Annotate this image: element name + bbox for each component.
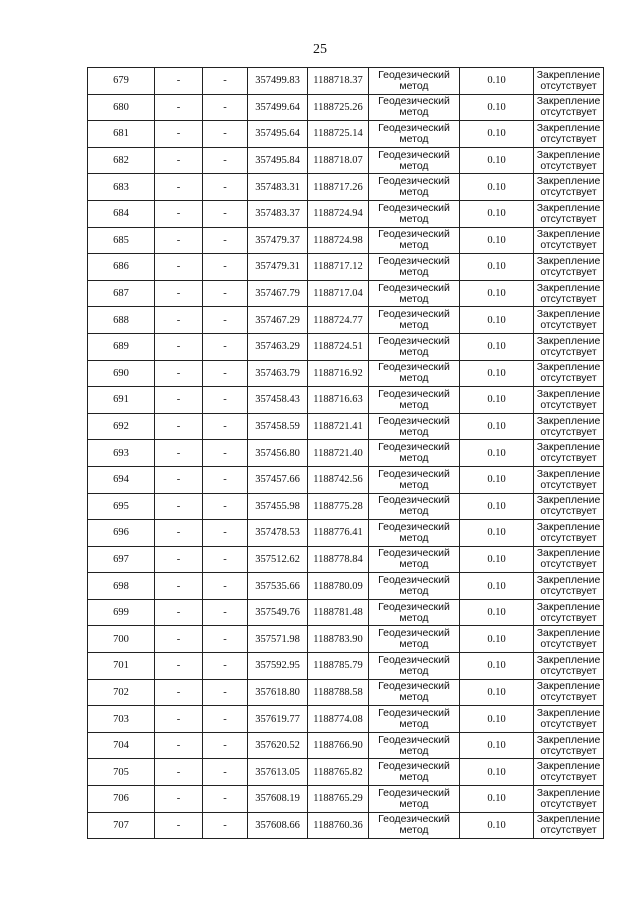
table-row — [88, 413, 604, 440]
old-x-cell: - — [155, 786, 203, 813]
old-y-cell: - — [203, 653, 248, 680]
old-y-cell: - — [203, 440, 248, 467]
y-coordinate-cell: 1188742.56 — [308, 466, 369, 493]
precision-cell: 0.10 — [460, 174, 534, 201]
old-x-cell: - — [155, 653, 203, 680]
old-x-cell: - — [155, 440, 203, 467]
x-coordinate-cell: 357458.43 — [248, 387, 308, 414]
point-number-cell: 679 — [88, 68, 155, 95]
old-y-cell: - — [203, 254, 248, 281]
precision-cell: 0.10 — [460, 387, 534, 414]
precision-cell: 0.10 — [460, 812, 534, 839]
method-cell: Геодезический метод — [369, 440, 460, 467]
method-cell: Геодезический метод — [369, 653, 460, 680]
method-cell: Геодезический метод — [369, 94, 460, 121]
fixing-description-cell: Закрепление отсутствует — [534, 360, 604, 387]
old-x-cell: - — [155, 94, 203, 121]
precision-cell: 0.10 — [460, 599, 534, 626]
point-number-cell: 695 — [88, 493, 155, 520]
precision-cell: 0.10 — [460, 786, 534, 813]
y-coordinate-cell: 1188766.90 — [308, 732, 369, 759]
table-row — [88, 626, 604, 653]
y-coordinate-cell: 1188716.92 — [308, 360, 369, 387]
x-coordinate-cell: 357549.76 — [248, 599, 308, 626]
old-x-cell: - — [155, 466, 203, 493]
y-coordinate-cell: 1188724.94 — [308, 200, 369, 227]
x-coordinate-cell: 357618.80 — [248, 679, 308, 706]
old-x-cell: - — [155, 732, 203, 759]
old-y-cell: - — [203, 732, 248, 759]
precision-cell: 0.10 — [460, 254, 534, 281]
old-y-cell: - — [203, 147, 248, 174]
table-row — [88, 520, 604, 547]
old-x-cell: - — [155, 387, 203, 414]
method-cell: Геодезический метод — [369, 626, 460, 653]
precision-cell: 0.10 — [460, 759, 534, 786]
method-cell: Геодезический метод — [369, 121, 460, 148]
point-number-cell: 707 — [88, 812, 155, 839]
old-x-cell: - — [155, 573, 203, 600]
point-number-cell: 693 — [88, 440, 155, 467]
old-y-cell: - — [203, 307, 248, 334]
y-coordinate-cell: 1188724.77 — [308, 307, 369, 334]
old-y-cell: - — [203, 200, 248, 227]
y-coordinate-cell: 1188781.48 — [308, 599, 369, 626]
method-cell: Геодезический метод — [369, 732, 460, 759]
old-x-cell: - — [155, 812, 203, 839]
y-coordinate-cell: 1188788.58 — [308, 679, 369, 706]
old-y-cell: - — [203, 333, 248, 360]
x-coordinate-cell: 357495.64 — [248, 121, 308, 148]
x-coordinate-cell: 357592.95 — [248, 653, 308, 680]
old-y-cell: - — [203, 679, 248, 706]
old-x-cell: - — [155, 280, 203, 307]
old-y-cell: - — [203, 387, 248, 414]
table-row — [88, 121, 604, 148]
method-cell: Геодезический метод — [369, 147, 460, 174]
x-coordinate-cell: 357495.84 — [248, 147, 308, 174]
y-coordinate-cell: 1188725.14 — [308, 121, 369, 148]
table-row — [88, 440, 604, 467]
method-cell: Геодезический метод — [369, 254, 460, 281]
method-cell: Геодезический метод — [369, 333, 460, 360]
point-number-cell: 682 — [88, 147, 155, 174]
point-number-cell: 686 — [88, 254, 155, 281]
old-x-cell: - — [155, 227, 203, 254]
old-x-cell: - — [155, 360, 203, 387]
x-coordinate-cell: 357535.66 — [248, 573, 308, 600]
table-row — [88, 174, 604, 201]
table-row — [88, 759, 604, 786]
fixing-description-cell: Закрепление отсутствует — [534, 387, 604, 414]
y-coordinate-cell: 1188783.90 — [308, 626, 369, 653]
table-row — [88, 546, 604, 573]
fixing-description-cell: Закрепление отсутствует — [534, 759, 604, 786]
point-number-cell: 701 — [88, 653, 155, 680]
precision-cell: 0.10 — [460, 466, 534, 493]
x-coordinate-cell: 357619.77 — [248, 706, 308, 733]
fixing-description-cell: Закрепление отсутствует — [534, 653, 604, 680]
old-x-cell: - — [155, 599, 203, 626]
point-number-cell: 690 — [88, 360, 155, 387]
table-row — [88, 679, 604, 706]
old-y-cell: - — [203, 812, 248, 839]
point-number-cell: 698 — [88, 573, 155, 600]
x-coordinate-cell: 357479.37 — [248, 227, 308, 254]
precision-cell: 0.10 — [460, 732, 534, 759]
fixing-description-cell: Закрепление отсутствует — [534, 679, 604, 706]
x-coordinate-cell: 357456.80 — [248, 440, 308, 467]
fixing-description-cell: Закрепление отсутствует — [534, 732, 604, 759]
table-row — [88, 653, 604, 680]
old-x-cell: - — [155, 174, 203, 201]
precision-cell: 0.10 — [460, 546, 534, 573]
x-coordinate-cell: 357478.53 — [248, 520, 308, 547]
fixing-description-cell: Закрепление отсутствует — [534, 812, 604, 839]
method-cell: Геодезический метод — [369, 679, 460, 706]
precision-cell: 0.10 — [460, 493, 534, 520]
old-x-cell: - — [155, 254, 203, 281]
table-row — [88, 360, 604, 387]
point-number-cell: 704 — [88, 732, 155, 759]
y-coordinate-cell: 1188776.41 — [308, 520, 369, 547]
x-coordinate-cell: 357571.98 — [248, 626, 308, 653]
fixing-description-cell: Закрепление отсутствует — [534, 466, 604, 493]
table-row — [88, 307, 604, 334]
x-coordinate-cell: 357483.37 — [248, 200, 308, 227]
point-number-cell: 705 — [88, 759, 155, 786]
fixing-description-cell: Закрепление отсутствует — [534, 706, 604, 733]
old-x-cell: - — [155, 121, 203, 148]
page-number: 25 — [313, 42, 327, 57]
old-y-cell: - — [203, 68, 248, 95]
fixing-description-cell: Закрепление отсутствует — [534, 280, 604, 307]
precision-cell: 0.10 — [460, 360, 534, 387]
precision-cell: 0.10 — [460, 94, 534, 121]
table-row — [88, 573, 604, 600]
precision-cell: 0.10 — [460, 706, 534, 733]
table-row — [88, 68, 604, 95]
table-row — [88, 200, 604, 227]
table-row — [88, 227, 604, 254]
y-coordinate-cell: 1188721.41 — [308, 413, 369, 440]
old-y-cell: - — [203, 493, 248, 520]
table-row — [88, 786, 604, 813]
x-coordinate-cell: 357467.29 — [248, 307, 308, 334]
method-cell: Геодезический метод — [369, 759, 460, 786]
y-coordinate-cell: 1188717.04 — [308, 280, 369, 307]
y-coordinate-cell: 1188716.63 — [308, 387, 369, 414]
fixing-description-cell: Закрепление отсутствует — [534, 493, 604, 520]
x-coordinate-cell: 357463.29 — [248, 333, 308, 360]
x-coordinate-cell: 357458.59 — [248, 413, 308, 440]
old-x-cell: - — [155, 413, 203, 440]
old-y-cell: - — [203, 413, 248, 440]
precision-cell: 0.10 — [460, 227, 534, 254]
y-coordinate-cell: 1188778.84 — [308, 546, 369, 573]
coordinates-table — [87, 67, 604, 839]
old-x-cell: - — [155, 679, 203, 706]
precision-cell: 0.10 — [460, 280, 534, 307]
table-row — [88, 94, 604, 121]
old-y-cell: - — [203, 599, 248, 626]
y-coordinate-cell: 1188717.12 — [308, 254, 369, 281]
old-x-cell: - — [155, 68, 203, 95]
method-cell: Геодезический метод — [369, 599, 460, 626]
table-row — [88, 147, 604, 174]
old-y-cell: - — [203, 360, 248, 387]
old-y-cell: - — [203, 520, 248, 547]
x-coordinate-cell: 357608.19 — [248, 786, 308, 813]
point-number-cell: 700 — [88, 626, 155, 653]
y-coordinate-cell: 1188785.79 — [308, 653, 369, 680]
old-y-cell: - — [203, 759, 248, 786]
method-cell: Геодезический метод — [369, 466, 460, 493]
point-number-cell: 685 — [88, 227, 155, 254]
method-cell: Геодезический метод — [369, 307, 460, 334]
table-row — [88, 706, 604, 733]
old-y-cell: - — [203, 174, 248, 201]
old-x-cell: - — [155, 307, 203, 334]
y-coordinate-cell: 1188765.82 — [308, 759, 369, 786]
precision-cell: 0.10 — [460, 653, 534, 680]
precision-cell: 0.10 — [460, 147, 534, 174]
fixing-description-cell: Закрепление отсутствует — [534, 94, 604, 121]
old-x-cell: - — [155, 626, 203, 653]
point-number-cell: 680 — [88, 94, 155, 121]
fixing-description-cell: Закрепление отсутствует — [534, 174, 604, 201]
old-y-cell: - — [203, 280, 248, 307]
fixing-description-cell: Закрепление отсутствует — [534, 546, 604, 573]
table-row — [88, 812, 604, 839]
x-coordinate-cell: 357512.62 — [248, 546, 308, 573]
old-x-cell: - — [155, 333, 203, 360]
old-x-cell: - — [155, 200, 203, 227]
table-row — [88, 732, 604, 759]
fixing-description-cell: Закрепление отсутствует — [534, 68, 604, 95]
method-cell: Геодезический метод — [369, 280, 460, 307]
y-coordinate-cell: 1188721.40 — [308, 440, 369, 467]
old-y-cell: - — [203, 546, 248, 573]
y-coordinate-cell: 1188774.08 — [308, 706, 369, 733]
point-number-cell: 691 — [88, 387, 155, 414]
method-cell: Геодезический метод — [369, 493, 460, 520]
old-y-cell: - — [203, 466, 248, 493]
x-coordinate-cell: 357467.79 — [248, 280, 308, 307]
method-cell: Геодезический метод — [369, 227, 460, 254]
method-cell: Геодезический метод — [369, 812, 460, 839]
fixing-description-cell: Закрепление отсутствует — [534, 440, 604, 467]
old-y-cell: - — [203, 626, 248, 653]
method-cell: Геодезический метод — [369, 68, 460, 95]
precision-cell: 0.10 — [460, 68, 534, 95]
method-cell: Геодезический метод — [369, 387, 460, 414]
point-number-cell: 689 — [88, 333, 155, 360]
method-cell: Геодезический метод — [369, 573, 460, 600]
point-number-cell: 681 — [88, 121, 155, 148]
y-coordinate-cell: 1188724.51 — [308, 333, 369, 360]
table-row — [88, 466, 604, 493]
method-cell: Геодезический метод — [369, 546, 460, 573]
fixing-description-cell: Закрепление отсутствует — [534, 307, 604, 334]
precision-cell: 0.10 — [460, 520, 534, 547]
point-number-cell: 694 — [88, 466, 155, 493]
old-y-cell: - — [203, 786, 248, 813]
point-number-cell: 696 — [88, 520, 155, 547]
table-row — [88, 493, 604, 520]
point-number-cell: 699 — [88, 599, 155, 626]
fixing-description-cell: Закрепление отсутствует — [534, 227, 604, 254]
table-row — [88, 599, 604, 626]
fixing-description-cell: Закрепление отсутствует — [534, 147, 604, 174]
fixing-description-cell: Закрепление отсутствует — [534, 626, 604, 653]
fixing-description-cell: Закрепление отсутствует — [534, 599, 604, 626]
old-y-cell: - — [203, 94, 248, 121]
fixing-description-cell: Закрепление отсутствует — [534, 200, 604, 227]
fixing-description-cell: Закрепление отсутствует — [534, 413, 604, 440]
x-coordinate-cell: 357620.52 — [248, 732, 308, 759]
x-coordinate-cell: 357499.64 — [248, 94, 308, 121]
table-row — [88, 333, 604, 360]
table-row — [88, 254, 604, 281]
fixing-description-cell: Закрепление отсутствует — [534, 786, 604, 813]
fixing-description-cell: Закрепление отсутствует — [534, 520, 604, 547]
point-number-cell: 688 — [88, 307, 155, 334]
method-cell: Геодезический метод — [369, 520, 460, 547]
x-coordinate-cell: 357613.05 — [248, 759, 308, 786]
fixing-description-cell: Закрепление отсутствует — [534, 121, 604, 148]
y-coordinate-cell: 1188718.07 — [308, 147, 369, 174]
x-coordinate-cell: 357457.66 — [248, 466, 308, 493]
point-number-cell: 683 — [88, 174, 155, 201]
fixing-description-cell: Закрепление отсутствует — [534, 333, 604, 360]
precision-cell: 0.10 — [460, 626, 534, 653]
x-coordinate-cell: 357479.31 — [248, 254, 308, 281]
fixing-description-cell: Закрепление отсутствует — [534, 573, 604, 600]
old-x-cell: - — [155, 520, 203, 547]
x-coordinate-cell: 357463.79 — [248, 360, 308, 387]
y-coordinate-cell: 1188718.37 — [308, 68, 369, 95]
old-y-cell: - — [203, 121, 248, 148]
method-cell: Геодезический метод — [369, 706, 460, 733]
x-coordinate-cell: 357455.98 — [248, 493, 308, 520]
x-coordinate-cell: 357608.66 — [248, 812, 308, 839]
method-cell: Геодезический метод — [369, 413, 460, 440]
method-cell: Геодезический метод — [369, 786, 460, 813]
old-y-cell: - — [203, 573, 248, 600]
y-coordinate-cell: 1188780.09 — [308, 573, 369, 600]
x-coordinate-cell: 357483.31 — [248, 174, 308, 201]
method-cell: Геодезический метод — [369, 360, 460, 387]
old-y-cell: - — [203, 706, 248, 733]
y-coordinate-cell: 1188775.28 — [308, 493, 369, 520]
precision-cell: 0.10 — [460, 679, 534, 706]
precision-cell: 0.10 — [460, 200, 534, 227]
point-number-cell: 692 — [88, 413, 155, 440]
table-row — [88, 387, 604, 414]
fixing-description-cell: Закрепление отсутствует — [534, 254, 604, 281]
table-row — [88, 280, 604, 307]
y-coordinate-cell: 1188765.29 — [308, 786, 369, 813]
point-number-cell: 697 — [88, 546, 155, 573]
y-coordinate-cell: 1188717.26 — [308, 174, 369, 201]
precision-cell: 0.10 — [460, 440, 534, 467]
x-coordinate-cell: 357499.83 — [248, 68, 308, 95]
point-number-cell: 702 — [88, 679, 155, 706]
point-number-cell: 706 — [88, 786, 155, 813]
y-coordinate-cell: 1188725.26 — [308, 94, 369, 121]
old-x-cell: - — [155, 706, 203, 733]
old-x-cell: - — [155, 546, 203, 573]
precision-cell: 0.10 — [460, 573, 534, 600]
old-x-cell: - — [155, 493, 203, 520]
precision-cell: 0.10 — [460, 413, 534, 440]
point-number-cell: 687 — [88, 280, 155, 307]
precision-cell: 0.10 — [460, 121, 534, 148]
old-x-cell: - — [155, 147, 203, 174]
table-body — [88, 68, 604, 839]
y-coordinate-cell: 1188724.98 — [308, 227, 369, 254]
method-cell: Геодезический метод — [369, 200, 460, 227]
point-number-cell: 703 — [88, 706, 155, 733]
old-y-cell: - — [203, 227, 248, 254]
point-number-cell: 684 — [88, 200, 155, 227]
precision-cell: 0.10 — [460, 307, 534, 334]
old-x-cell: - — [155, 759, 203, 786]
precision-cell: 0.10 — [460, 333, 534, 360]
method-cell: Геодезический метод — [369, 174, 460, 201]
y-coordinate-cell: 1188760.36 — [308, 812, 369, 839]
